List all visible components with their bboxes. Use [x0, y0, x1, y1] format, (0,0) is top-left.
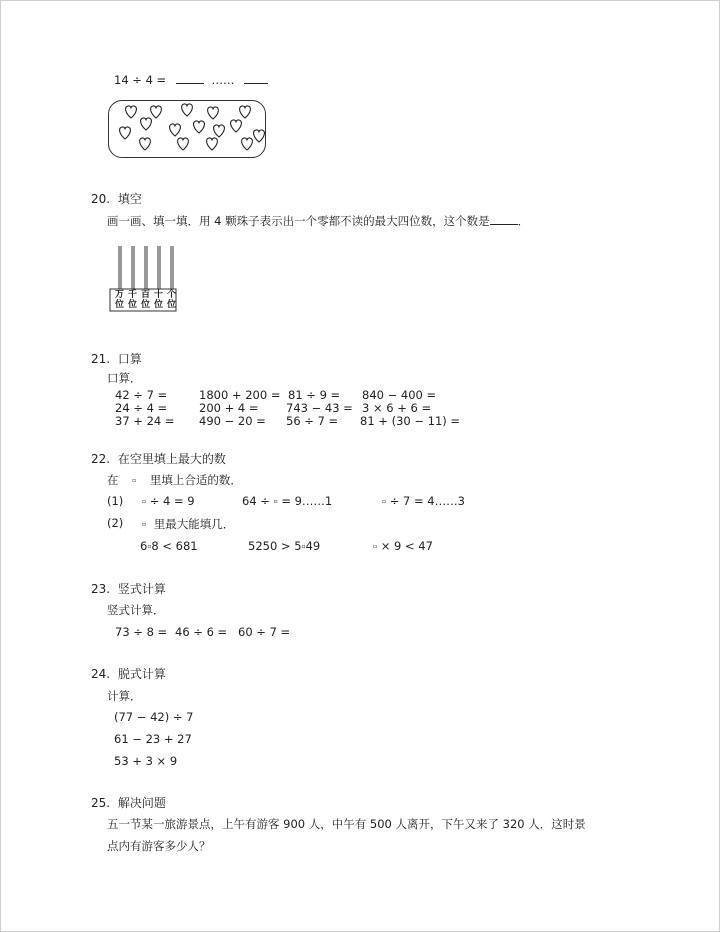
q23-header: [91, 580, 166, 597]
answer-square-icon[interactable]: ▫: [147, 543, 152, 550]
q20-header: [91, 190, 142, 207]
q25-line2: 点内有游客多少人？: [107, 839, 211, 853]
q22-p2-c-text: × 9 < 47: [380, 539, 433, 553]
q21-item-1-3: 3 × 6 + 6 =: [362, 401, 432, 415]
q21-item-2-3: 81 + (30 − 11) =: [360, 414, 461, 428]
q22-header: [91, 450, 226, 467]
q22-p2-b-text2: 49: [305, 539, 321, 553]
q23-instruction: 竖式计算．: [107, 603, 165, 617]
answer-square-icon[interactable]: ▫: [142, 498, 147, 505]
q23-item-1: 46 ÷ 6 =: [175, 625, 228, 639]
q21-title: 口算: [117, 352, 142, 366]
q22-p1-a-text: ÷ 4 = 9: [149, 494, 195, 508]
answer-square-icon[interactable]: ▫: [273, 498, 278, 505]
q22-p2-a-text2: 8 < 681: [151, 539, 198, 553]
q21-item-2-0: 37 + 24 =: [115, 414, 175, 428]
heart-5: [240, 106, 251, 118]
q21-header: [91, 350, 142, 367]
abacus-label-wan: 万位: [115, 290, 125, 310]
small-square-icon: ▫: [142, 521, 147, 528]
q22-p2-instruction: [142, 516, 234, 532]
q19-blank-remainder[interactable]: [244, 73, 268, 84]
heart-6: [141, 118, 152, 130]
heart-4: [208, 107, 219, 119]
q21-item-0-2: 81 ÷ 9 =: [288, 388, 341, 402]
q25-line1: 五一节某一旅游景点，上午有游客 900 人，中午有 500 人离开，下午又来了 320 人．这时景: [107, 817, 586, 831]
q20-text: 画一画、填一填．用 4 颗珠子表示出一个零都不读的最大四位数，这个数是: [107, 214, 490, 228]
small-square-icon: ▫: [132, 477, 137, 484]
q22-p2-c: [373, 539, 433, 553]
q21-item-0-1: 1800 + 200 =: [199, 388, 281, 402]
q24-number: 24.: [91, 667, 111, 681]
q21-item-2-1: 490 − 20 =: [199, 414, 266, 428]
q22-instruction-b: 里填上合适的数．: [149, 473, 242, 487]
heart-9: [120, 127, 131, 139]
heart-7: [194, 121, 205, 133]
q20-answer-blank[interactable]: [490, 214, 518, 225]
heart-15: [207, 138, 218, 150]
q24-header: [91, 665, 166, 682]
heart-12: [254, 130, 265, 142]
heart-10: [170, 124, 181, 136]
q24-item-1: 61 − 23 + 27: [114, 732, 192, 746]
q21-item-0-0: 42 ÷ 7 =: [115, 388, 168, 402]
q24-title: 脱式计算: [117, 667, 166, 681]
q20-title: 填空: [117, 192, 142, 206]
q19-blank-quotient[interactable]: [176, 73, 204, 84]
heart-13: [140, 138, 151, 150]
q22-p2-a: [140, 539, 198, 553]
q22-p1-a: [142, 494, 195, 508]
q23-number: 23.: [91, 582, 111, 596]
heart-14: [178, 138, 189, 150]
q25-header: [91, 794, 166, 811]
q19-equation-line: [114, 73, 268, 87]
abacus-label-shi: 十位: [154, 290, 164, 310]
q21-number: 21.: [91, 352, 111, 366]
heart-11: [214, 125, 225, 137]
q22-title: 在空里填上最大的数: [117, 452, 226, 466]
answer-square-icon[interactable]: ▫: [373, 543, 378, 550]
q22-p1-b: [242, 494, 332, 508]
abacus-label-bai: 百位: [141, 290, 151, 310]
q20-text-end: ．: [517, 214, 530, 228]
q24-item-2: 53 + 3 × 9: [114, 754, 178, 768]
abacus-label-qian: 千位: [128, 290, 138, 310]
q22-p2-b: [248, 539, 320, 553]
q25-title: 解决问题: [117, 796, 166, 810]
q21-item-1-1: 200 + 4 =: [199, 401, 259, 415]
q22-p1-c-text: ÷ 7 = 4……3: [389, 494, 465, 508]
q22-p1-b-text2: = 9……1: [281, 494, 333, 508]
q19-dots: ……: [211, 73, 235, 87]
q25-number: 25.: [91, 796, 111, 810]
heart-8: [231, 120, 242, 132]
q21-item-1-2: 743 − 43 =: [286, 401, 353, 415]
q22-instruction-a: 在: [107, 473, 119, 487]
q23-title: 竖式计算: [117, 582, 166, 596]
heart-3: [182, 104, 193, 116]
q22-p2-b-text1: 5250 > 5: [248, 539, 302, 553]
answer-square-icon[interactable]: ▫: [382, 498, 387, 505]
heart-16: [242, 138, 253, 150]
hearts-box: [108, 100, 266, 158]
q20-number: 20.: [91, 192, 111, 206]
answer-square-icon[interactable]: ▫: [301, 543, 306, 550]
q21-item-0-3: 840 − 400 =: [362, 388, 437, 402]
heart-2: [151, 106, 162, 118]
q21-instruction: 口算．: [107, 371, 142, 385]
q24-item-0: (77 − 42) ÷ 7: [114, 710, 194, 724]
q22-p1-c: [382, 494, 465, 508]
q24-instruction: 计算．: [107, 689, 142, 703]
q22-p2-text: 里最大能填几．: [153, 517, 235, 531]
q22-p1-b-text1: 64 ÷: [242, 494, 270, 508]
q21-item-2-2: 56 ÷ 7 =: [286, 414, 339, 428]
heart-1: [126, 106, 137, 118]
abacus-label-ge: 个位: [167, 290, 177, 310]
q23-item-2: 60 ÷ 7 =: [238, 625, 291, 639]
hearts-figure: [109, 101, 265, 157]
q21-item-1-0: 24 ÷ 4 =: [115, 401, 168, 415]
q22-p1-label: (1): [107, 494, 124, 508]
q23-item-0: 73 ÷ 8 =: [115, 625, 168, 639]
q22-instruction: [107, 472, 242, 488]
q22-p2-a-text1: 6: [140, 539, 148, 553]
q22-p2-label: (2): [107, 516, 124, 530]
q20-question: [107, 213, 529, 229]
q22-number: 22.: [91, 452, 111, 466]
q19-equation: 14 ÷ 4 =: [114, 73, 167, 87]
